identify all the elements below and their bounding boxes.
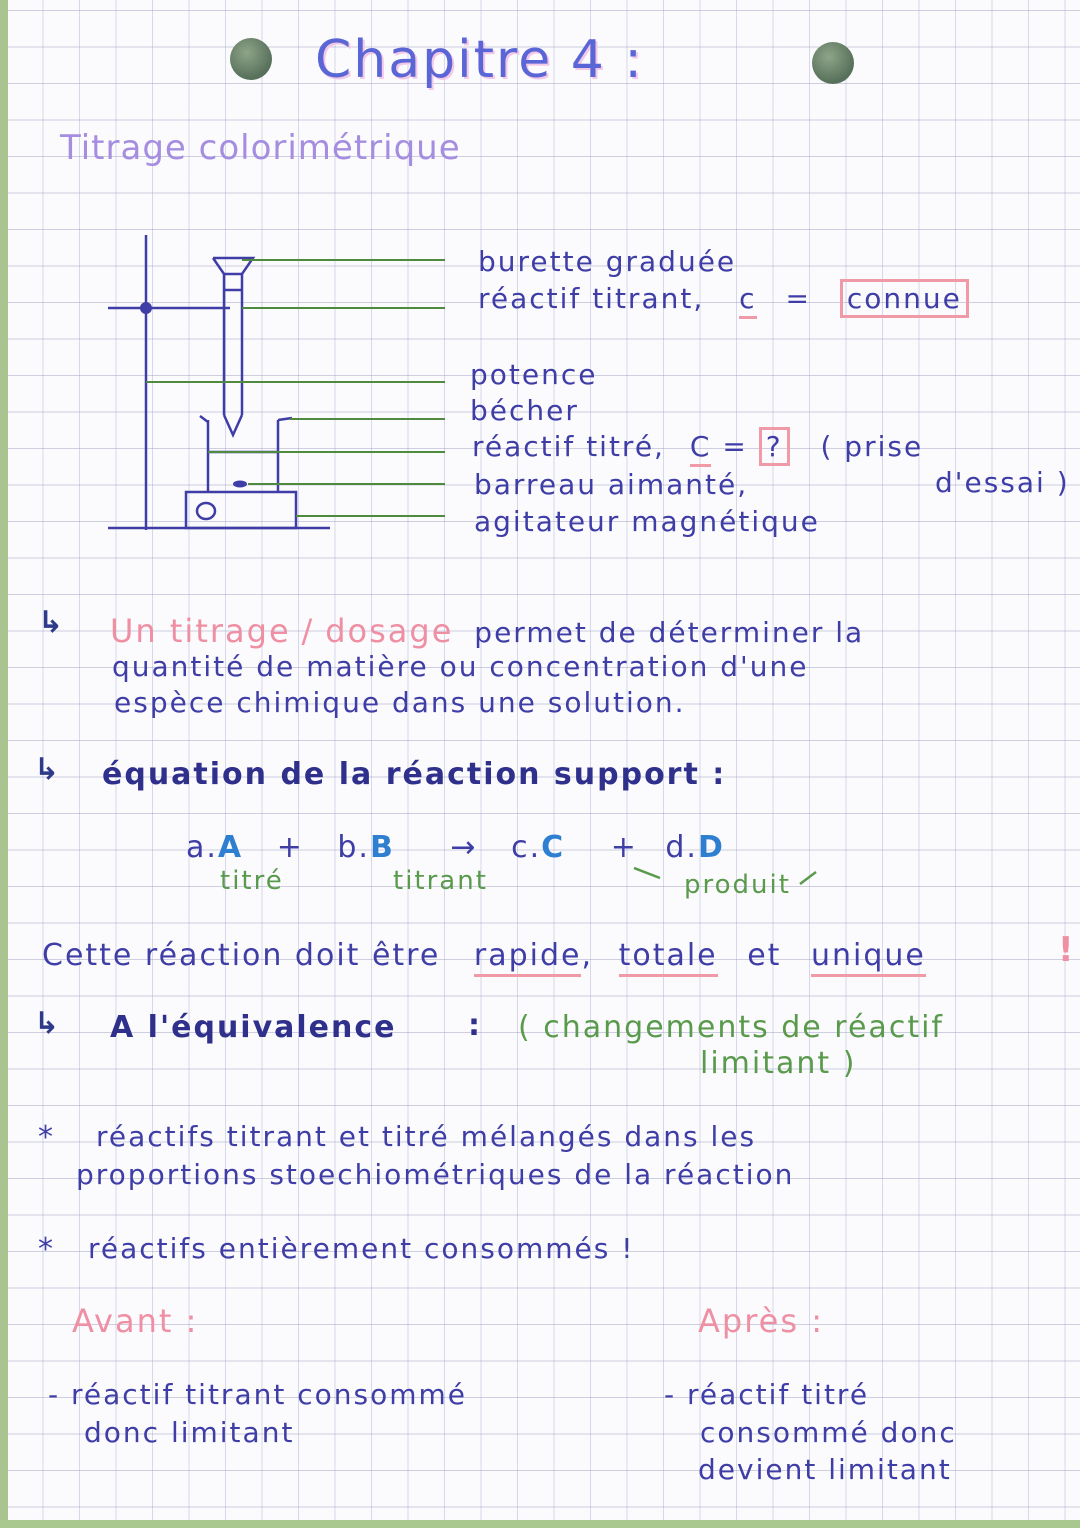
equivalence-note-line1: ( changements de réactif: [518, 1010, 944, 1045]
species-C: C: [541, 830, 566, 865]
page-margin-strip: [0, 0, 8, 1528]
label-reactif-titrant: [478, 282, 969, 315]
reaction-equation: [186, 830, 725, 865]
reaction-arrow-icon: →: [450, 830, 478, 865]
bullet-1-marker: *: [38, 1120, 55, 1155]
equivalence-note-line2: limitant ): [700, 1046, 857, 1081]
coef-d: d.: [665, 830, 698, 865]
label-reactif-titre: [472, 430, 923, 463]
label-titrant-value-badge: connue: [840, 279, 969, 318]
page-title: Chapitre 4 :: [315, 30, 644, 90]
bullet-2-line1: réactifs entièrement consommés !: [88, 1232, 635, 1265]
label-titre-concentration-symbol: C: [690, 430, 712, 467]
plus-sign-1: +: [276, 830, 304, 865]
definition-line-1: [110, 612, 864, 650]
bullet-1-line1: réactifs titrant et titré mélangés dans les: [96, 1120, 757, 1153]
label-titrant-text: réactif titrant,: [478, 282, 705, 315]
reaction-condition: [42, 938, 926, 973]
equivalence-arrow-icon: ↳: [34, 1006, 60, 1041]
condition-et: et: [747, 938, 782, 973]
apres-line2: consommé donc: [700, 1416, 957, 1449]
condition-prefix: Cette réaction doit être: [42, 938, 441, 973]
coef-a: a.: [186, 830, 218, 865]
plus-sign-2: +: [610, 830, 638, 865]
species-D: D: [697, 830, 725, 865]
condition-unique: unique: [811, 938, 926, 977]
equation-arrow-icon: ↳: [34, 752, 60, 787]
label-titrant-concentration-symbol: c: [739, 282, 756, 319]
condition-totale: totale: [619, 938, 718, 977]
label-agitateur: agitateur magnétique: [474, 505, 820, 538]
equivalence-heading: A l'équivalence: [110, 1010, 397, 1045]
page-bottom-strip: [0, 1520, 1080, 1528]
equation-heading: équation de la réaction support :: [102, 757, 727, 792]
label-titre-equals: =: [722, 430, 748, 463]
condition-rapide: rapide: [474, 938, 582, 977]
equivalence-colon: :: [468, 1008, 482, 1043]
label-prise-line1: ( prise: [820, 430, 924, 463]
label-becher: bécher: [470, 394, 579, 427]
definition-separator: /: [301, 612, 315, 650]
apres-line1: - réactif titré: [664, 1378, 870, 1411]
coef-b: b.: [337, 830, 370, 865]
label-burette: burette graduée: [478, 245, 737, 278]
bullet-1-line2: proportions stoechiométriques de la réaction: [76, 1158, 795, 1191]
definition-line-3: espèce chimique dans une solution.: [114, 686, 686, 719]
apres-line3: devient limitant: [698, 1453, 952, 1486]
definition-arrow-icon: ↳: [38, 605, 64, 640]
definition-highlight-titrage: Un titrage: [110, 612, 291, 650]
definition-highlight-dosage: dosage: [325, 612, 454, 650]
label-titre-text: réactif titré,: [472, 430, 665, 463]
avant-line1: - réactif titrant consommé: [48, 1378, 467, 1411]
annotation-titre: titré: [220, 866, 284, 896]
species-B: B: [369, 830, 395, 865]
bullet-2-marker: *: [38, 1232, 55, 1267]
apres-heading: Après :: [698, 1302, 824, 1340]
label-prise-line2: d'essai ): [935, 466, 1070, 499]
definition-line-1-rest: permet de déterminer la: [474, 616, 865, 649]
condition-exclamation: !: [1058, 930, 1074, 970]
coef-c: c.: [511, 830, 542, 865]
definition-line-2: quantité de matière ou concentration d'une: [112, 650, 809, 683]
label-potence: potence: [470, 358, 598, 391]
label-titre-value-badge: ?: [759, 427, 790, 466]
avant-line2: donc limitant: [84, 1416, 295, 1449]
annotation-titrant: titrant: [393, 866, 488, 896]
produit-bracket-marks: [630, 862, 820, 892]
label-titrant-equals: =: [785, 282, 811, 315]
titration-apparatus-diagram: [100, 230, 460, 540]
page-subtitle: Titrage colorimétrique: [60, 128, 461, 168]
avant-heading: Avant :: [72, 1302, 199, 1340]
annotation-produit: produit: [684, 870, 791, 900]
species-A: A: [217, 830, 244, 865]
label-barreau: barreau aimanté,: [474, 468, 749, 501]
binder-hole-right: [812, 42, 854, 84]
binder-hole-left: [230, 38, 272, 80]
condition-comma: ,: [581, 938, 594, 973]
